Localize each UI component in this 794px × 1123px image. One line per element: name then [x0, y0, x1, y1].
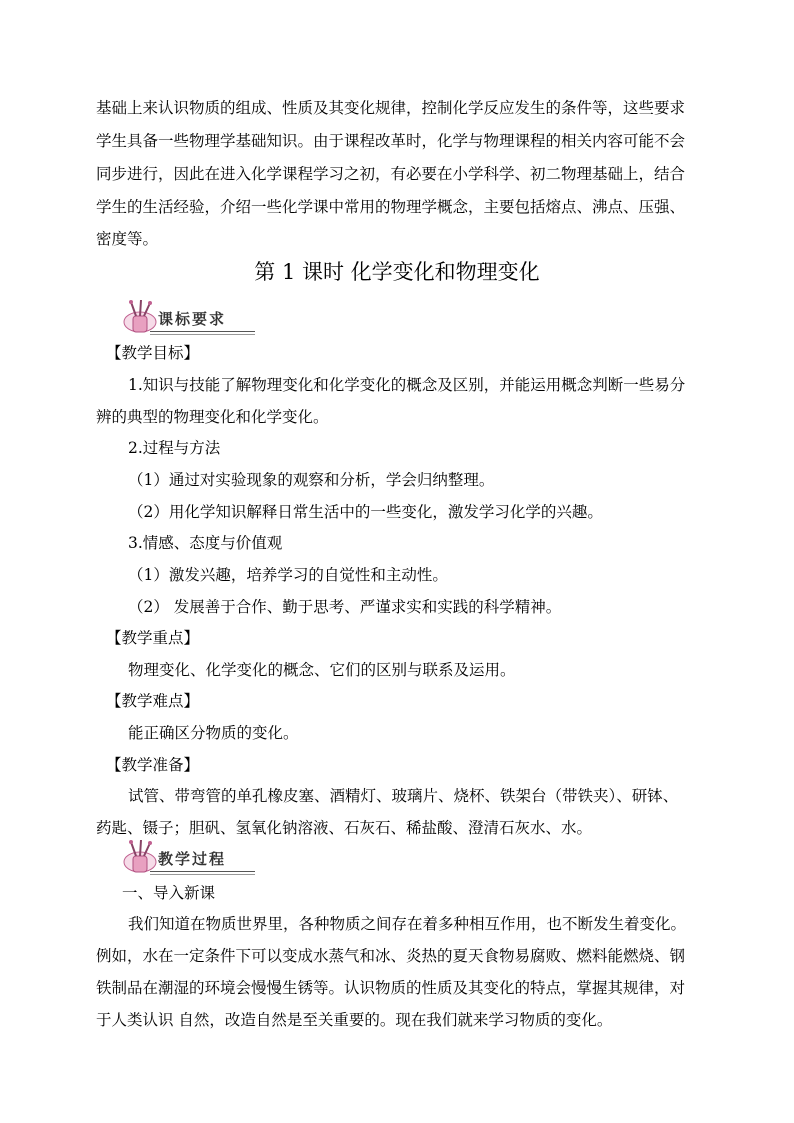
banner-underline [150, 334, 255, 335]
intro-line: 基础上来认识物质的组成、性质及其变化规律，控制化学反应发生的条件等，这些要求 [96, 99, 686, 117]
objective-line: 1.知识与技能了解物理变化和化学变化的概念及区别，并能运用概念判断一些易分 [128, 376, 686, 394]
objective-line: （2）用化学知识解释日常生活中的一些变化，激发学习化学的兴趣。 [128, 503, 603, 521]
banner-label: 课标要求 [158, 310, 227, 328]
process-line: 铁制品在潮湿的环境会慢慢生锈等。认识物质的性质及其变化的特点，掌握其规律，对 [96, 979, 686, 997]
banner-underline [150, 871, 255, 872]
preparation-line: 药匙、镊子；胆矾、氢氧化钠溶液、石灰石、稀盐酸、澄清石灰水、水。 [96, 819, 593, 837]
intro-line: 密度等。 [96, 230, 159, 248]
intro-line: 学生具备一些物理学基础知识。由于课程改革时，化学与物理课程的相关内容可能不会 [96, 132, 686, 150]
preparation-line: 试管、带弯管的单孔橡皮塞、酒精灯、玻璃片、烧杯、铁架台（带铁夹）、研钵、 [128, 787, 679, 805]
objective-line: 2.过程与方法 [128, 439, 221, 457]
key-points-text: 物理变化、化学变化的概念、它们的区别与联系及运用。 [128, 661, 516, 679]
banner-label: 教学过程 [158, 850, 227, 868]
lesson-title: 第 1 课时 化学变化和物理变化 [254, 260, 540, 284]
objective-line: （1）激发兴趣，培养学习的自觉性和主动性。 [128, 566, 448, 584]
intro-line: 同步进行，因此在进入化学课程学习之初，有必要在小学科学、初二物理基础上，结合 [96, 165, 686, 183]
difficulties-heading: 【教学难点】 [106, 692, 200, 710]
process-line: 我们知道在物质世界里，各种物质之间存在着多种相互作用，也不断发生着变化。 [128, 915, 687, 933]
process-line: 于人类认识 自然，改造自然是至关重要的。现在我们就来学习物质的变化。 [96, 1011, 613, 1029]
difficulties-text: 能正确区分物质的变化。 [128, 724, 299, 742]
process-section-heading: 一、导入新课 [122, 884, 216, 902]
preparation-heading: 【教学准备】 [106, 756, 200, 774]
objective-line: （2） 发展善于合作、勤于思考、严谨求实和实践的科学精神。 [128, 598, 562, 616]
objective-line: 3.情感、态度与价值观 [128, 534, 283, 552]
process-line: 例如，水在一定条件下可以变成水蒸气和冰、炎热的夏天食物易腐败、燃料能燃烧、钢 [96, 947, 686, 965]
banner-underline [150, 874, 255, 875]
objectives-heading: 【教学目标】 [106, 344, 200, 362]
section-banner-process [120, 838, 260, 878]
section-banner-curriculum [120, 298, 260, 338]
banner-underline [150, 331, 255, 332]
objective-line: 辨的典型的物理变化和化学变化。 [96, 408, 329, 426]
key-points-heading: 【教学重点】 [106, 629, 200, 647]
objective-line: （1）通过对实验现象的观察和分析，学会归纳整理。 [128, 471, 495, 489]
intro-line: 学生的生活经验，介绍一些化学课中常用的物理学概念，主要包括熔点、沸点、压强、 [96, 198, 686, 216]
